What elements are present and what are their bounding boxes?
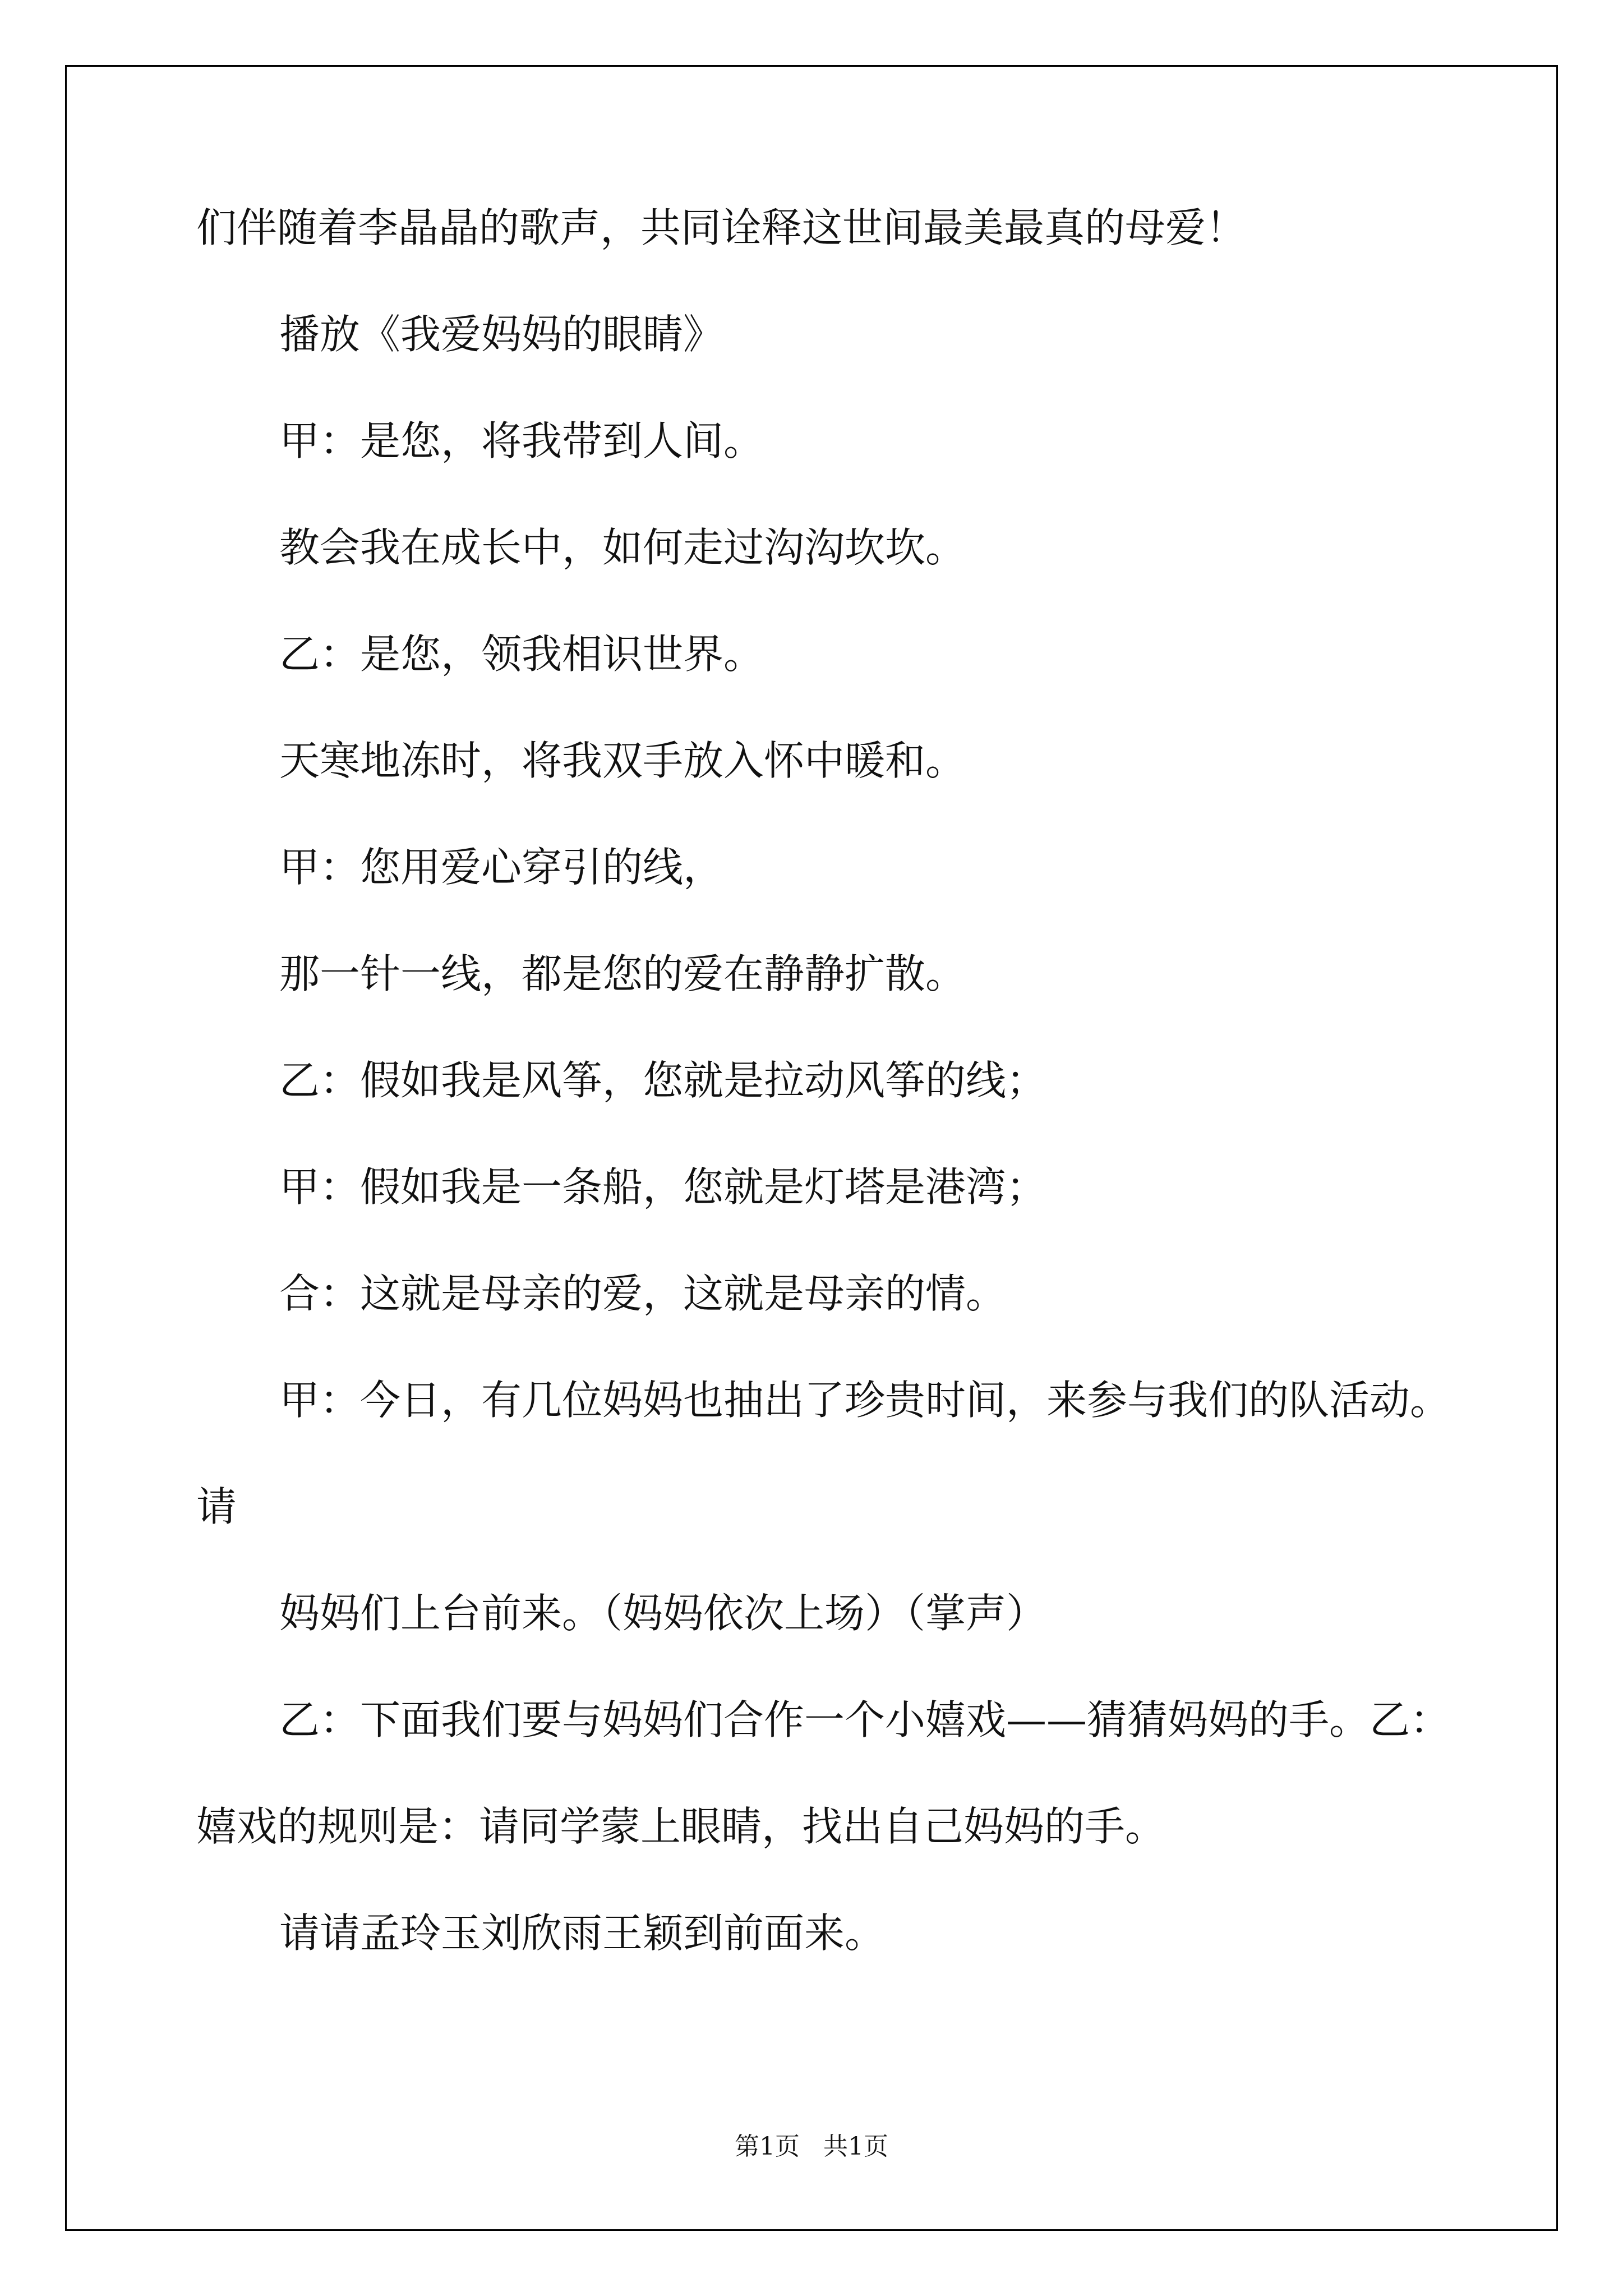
text-line-7: 甲：您用爱心穿引的线，: [279, 844, 724, 891]
text-line-1: 们伴随着李晶晶的歌声，共同诠释这世间最美最真的母爱！: [196, 204, 1247, 251]
text-line-9: 乙：假如我是风筝，您就是拉动风筝的线；: [279, 1057, 1047, 1104]
text-line-15: 乙：下面我们要与妈妈们合作一个小嬉戏——猜猜妈妈的手。乙：: [279, 1696, 1451, 1743]
text-line-3: 甲：是您，将我带到人间。: [279, 417, 764, 464]
text-line-11: 合：这就是母亲的爱，这就是母亲的情。: [279, 1270, 1007, 1317]
page-number-footer: 第1页 共1页: [735, 2132, 888, 2161]
text-line-13: 请: [196, 1483, 237, 1530]
text-line-8: 那一针一线，都是您的爱在静静扩散。: [279, 950, 966, 997]
text-line-14: 妈妈们上台前来。（妈妈依次上场）（掌声）: [279, 1590, 1047, 1637]
text-line-12: 甲：今日，有几位妈妈也抽出了珍贵时间，来参与我们的队活动。: [279, 1377, 1451, 1424]
text-line-6: 天寒地冻时，将我双手放入怀中暖和。: [279, 737, 966, 784]
text-line-10: 甲：假如我是一条船，您就是灯塔是港湾；: [279, 1163, 1047, 1211]
page-border: [65, 65, 1558, 2231]
text-line-17: 请请孟玲玉刘欣雨王颖到前面来。: [279, 1910, 886, 1957]
text-line-5: 乙：是您，领我相识世界。: [279, 631, 764, 678]
text-line-2: 播放《我爱妈妈的眼睛》: [279, 311, 724, 358]
text-line-4: 教会我在成长中，如何走过沟沟坎坎。: [279, 524, 966, 571]
text-line-16: 嬉戏的规则是：请同学蒙上眼睛，找出自己妈妈的手。: [196, 1803, 1166, 1850]
